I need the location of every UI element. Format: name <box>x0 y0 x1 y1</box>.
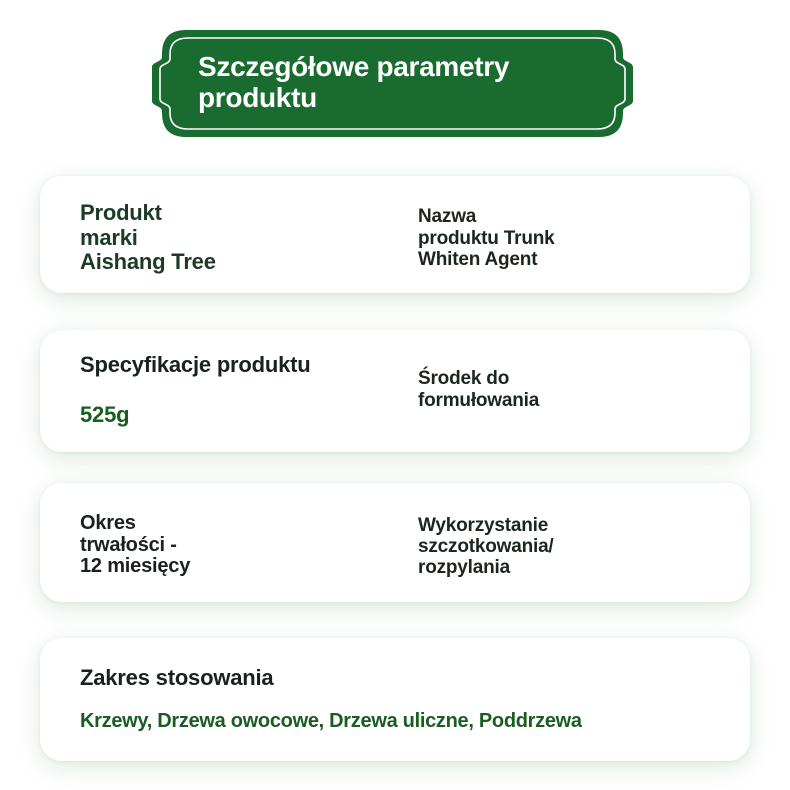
formulation-label <box>418 368 539 412</box>
brand-label-line: marki <box>80 224 138 250</box>
shelf-life-label <box>80 513 190 578</box>
brand-card <box>40 176 750 293</box>
brand-label-line: Aishang Tree <box>80 249 216 274</box>
header-plaque <box>152 30 633 137</box>
shelf-life-line: trwałości - <box>80 533 177 556</box>
shelf-life-card <box>40 483 750 602</box>
brand-label <box>80 201 216 275</box>
shelf-life-line: Okres <box>80 512 136 534</box>
usage-method-line: Wykorzystanie <box>418 515 549 536</box>
application-scope-card <box>40 638 750 761</box>
product-name-label <box>418 206 555 271</box>
product-name-line: Whiten Agent <box>418 249 538 270</box>
specification-heading: Specyfikacje produktu <box>80 352 311 377</box>
formulation-line: Środek do <box>418 368 510 389</box>
usage-method-line: szczotkowania/ <box>418 536 554 557</box>
application-scope-heading: Zakres stosowania <box>80 665 274 690</box>
formulation-line: formułowania <box>418 390 540 411</box>
brand-label-line: Produkt <box>80 200 162 225</box>
shelf-life-line: 12 miesięcy <box>80 555 191 577</box>
usage-method-label <box>418 515 554 578</box>
product-name-line: produktu Trunk <box>418 227 555 249</box>
specification-card <box>40 330 750 452</box>
usage-method-line: rozpylania <box>418 557 510 578</box>
product-name-line: Nazwa <box>418 206 477 227</box>
specification-value: 525g <box>80 402 130 427</box>
application-scope-value: Krzewy, Drzewa owocowe, Drzewa uliczne, Poddrzewa <box>80 710 582 732</box>
page-title: Szczegółowe parametry produktu <box>198 51 510 113</box>
